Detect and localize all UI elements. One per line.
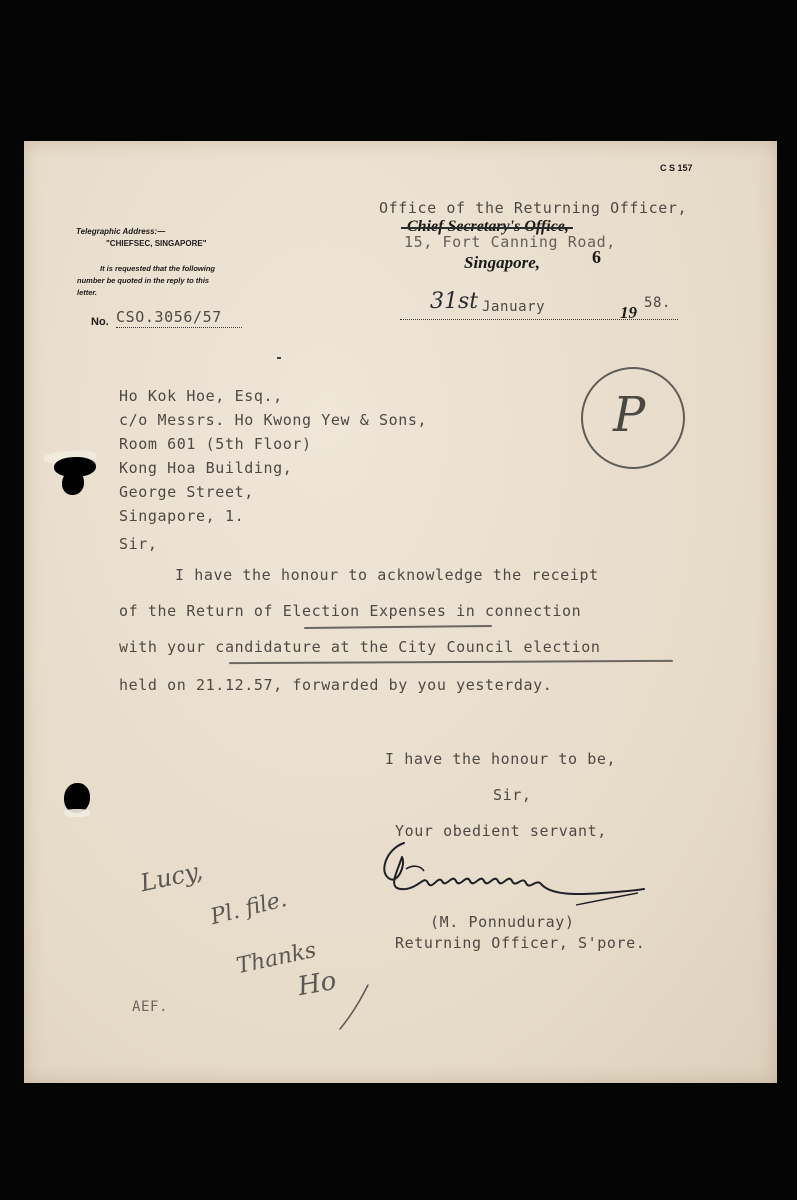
body-line-1: I have the honour to acknowledge the receipt (175, 566, 599, 584)
form-code: C S 157 (660, 163, 693, 173)
office-district: 6 (592, 247, 601, 267)
office-line-1: Office of the Returning Officer, (379, 199, 688, 217)
addressee-line: Ho Kok Hoe, Esq., (119, 387, 283, 405)
office-line-2: 15, Fort Canning Road, (404, 233, 616, 251)
closing-line-1: I have the honour to be, (385, 750, 617, 768)
addressee-line: Kong Hoa Building, (119, 459, 293, 477)
addressee-line: George Street, (119, 483, 254, 501)
reference-no-label: No. (91, 316, 109, 328)
request-line-2: number be quoted in the reply to this (77, 276, 210, 285)
underline-election-expenses (304, 625, 492, 629)
request-line-3: letter. (77, 288, 98, 297)
stray-mark (277, 357, 281, 359)
closing-line-3: Your obedient servant, (395, 822, 607, 840)
punch-hole (62, 471, 84, 495)
date-year-suffix: 58. (644, 295, 672, 311)
strikethrough-line (401, 227, 573, 229)
annotation-initials: Ho (295, 965, 339, 1003)
circled-mark (581, 367, 685, 469)
torn-paper-edge (64, 809, 90, 817)
signatory-name: (M. Ponnuduray) (430, 913, 575, 931)
body-line-4: held on 21.12.57, forwarded by you yesterday. (119, 676, 553, 694)
date-day: 31st (430, 289, 479, 314)
addressee-line: Singapore, 1. (119, 507, 245, 525)
signatory-title: Returning Officer, S'pore. (395, 934, 646, 952)
date-month: January (482, 299, 546, 315)
typist-reference: AEF. (132, 999, 169, 1015)
date-year-prefix: 19 (620, 303, 637, 322)
salutation: Sir, (119, 535, 158, 553)
annotation-line-2: Pl. file. (208, 886, 290, 931)
telegraphic-label: Telegraphic Address:— (76, 227, 166, 236)
signature (376, 835, 656, 925)
body-line-3: with your candidature at the City Council election (119, 638, 601, 656)
request-line-1: It is requested that the following (100, 264, 216, 273)
annotation-line-1: Lucy, (137, 856, 206, 898)
addressee-line: c/o Messrs. Ho Kwong Yew & Sons, (119, 411, 428, 429)
letter-page (24, 141, 777, 1083)
telegraphic-address: "CHIEFSEC, SINGAPORE" (106, 239, 207, 248)
addressee-block (119, 384, 427, 528)
closing-sir: Sir, (493, 786, 532, 804)
reference-number: CSO.3056/57 (116, 308, 242, 328)
annotation-stroke (324, 981, 384, 1041)
circled-mark-letter: P (613, 387, 646, 443)
addressee-line: Room 601 (5th Floor) (119, 435, 312, 453)
body-line-2: of the Return of Election Expenses in connection (119, 602, 582, 620)
office-city: Singapore, (464, 253, 541, 272)
annotation-line-3: Thanks (234, 937, 319, 980)
underline-candidature (229, 660, 673, 664)
